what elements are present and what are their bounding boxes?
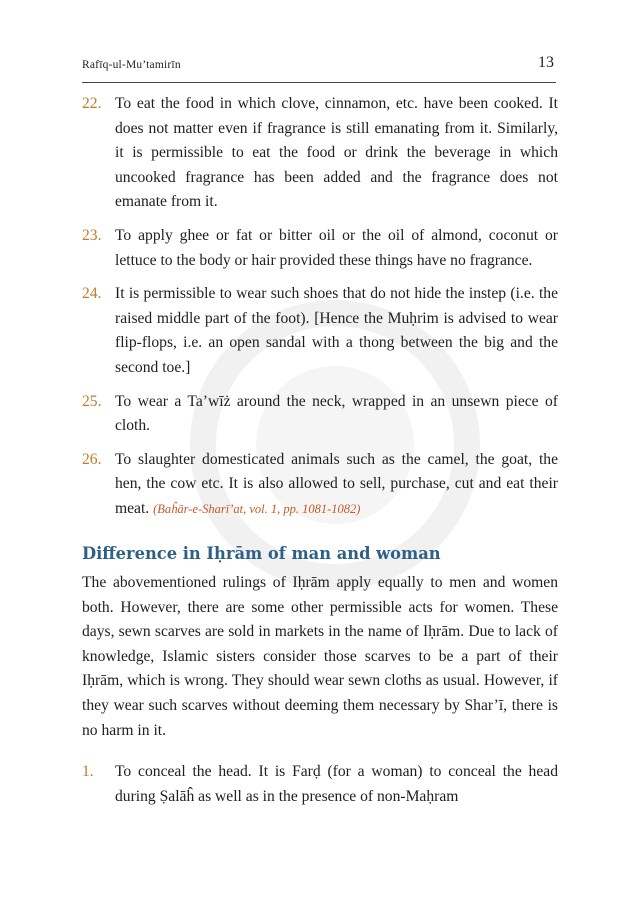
page-content [82,92,558,818]
list-item-number: 25. [82,392,102,410]
list-item [82,282,558,380]
list-item [82,760,558,809]
list-item-text: It is permissible to wear such shoes that do not hide the instep (i.e. the raised middle part of the foot). [Hence the Muḥrim is advised to wear flip-flops, i.e. an open sandal with a thong between the big and the second toe.] [115,285,558,376]
list-item-text: To eat the food in which clove, cinnamon, etc. have been cooked. It does not matter even if fragrance is still emanating from it. Similarly, it is permissible to eat the food or drink the beverage in which uncooked fragrance has been added and the fragrance does not emanate from it. [115,95,558,211]
list-item [82,92,558,215]
list-item [82,224,558,273]
page-header [82,52,556,83]
list-item-text: To wear a Ta’wīż around the neck, wrapped in an unsewn piece of cloth. [115,392,558,435]
source-reference: (Baĥār-e-Sharī’at, vol. 1, pp. 1081-1082) [153,501,361,516]
running-title: Rafīq-ul-Mu’tamirīn [82,59,181,71]
list-item-number: 24. [82,285,102,303]
section-paragraph: The abovementioned rulings of Iḥrām apply equally to men and women both. However, there are some other permissible acts for women. These days, sewn scarves are sold in markets in the name of Iḥrām. Due to lack of knowledge, Islamic sisters consider those scarves to be a part of their Iḥrām, which is wrong. They should wear sewn cloths as usual. However, if they wear such scarves without deeming them necessary by Shar’ī, there is no harm in it. [82,574,558,739]
list-item [82,390,558,439]
list-item [82,448,558,522]
section-heading: Difference in Iḥrām of man and woman [82,543,441,563]
list-item-number: 23. [82,226,102,244]
list-item-number: 22. [82,95,102,112]
list-item-number: 26. [82,450,102,468]
list-item-number: 1. [82,763,94,781]
list-item-text: To apply ghee or fat or bitter oil or the oil of almond, coconut or lettuce to the body or hair provided these things have no fragrance. [115,226,558,269]
list-item-text: To conceal the head. It is Farḍ (for a woman) to conceal the head during Ṣalāĥ as well as in the presence of non-Maḥram [115,763,558,805]
list-item-text: To slaughter domesticated animals such as the camel, the goat, the hen, the cow etc. It is also allowed to sell, purchase, cut and eat their meat. [115,450,558,517]
page-number: 13 [538,54,554,71]
